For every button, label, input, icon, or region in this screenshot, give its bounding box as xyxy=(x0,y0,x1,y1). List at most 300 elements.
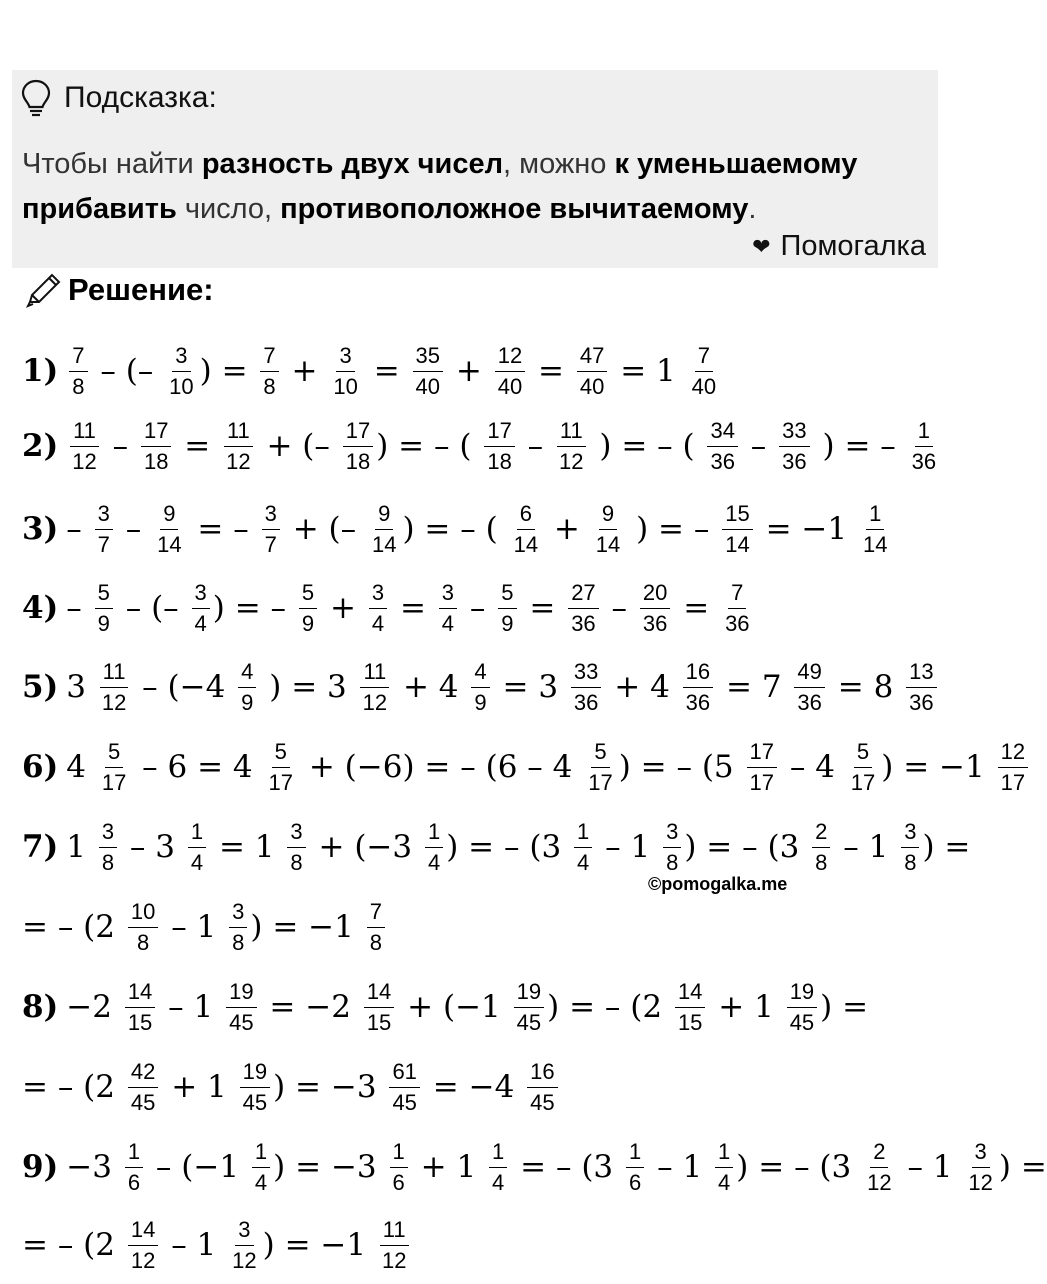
expression-text: ) = – xyxy=(626,511,720,547)
expression-text: + xyxy=(446,353,492,389)
numerator: 16 xyxy=(683,659,713,687)
solution-line xyxy=(22,336,722,406)
denominator: 6 xyxy=(392,1169,405,1195)
denominator: 45 xyxy=(530,1089,555,1115)
fraction xyxy=(864,1139,894,1195)
expression-text: = – (3 xyxy=(510,1149,623,1185)
fraction xyxy=(471,659,489,715)
denominator: 15 xyxy=(677,1009,703,1035)
denominator: 36 xyxy=(797,689,822,715)
denominator: 14 xyxy=(513,531,539,557)
fraction xyxy=(69,418,99,474)
expression-text: – 3 xyxy=(120,829,185,865)
numerator: 5 xyxy=(299,580,317,608)
fraction xyxy=(585,739,615,795)
denominator: 14 xyxy=(862,531,888,557)
denominator: 8 xyxy=(72,373,85,399)
fraction xyxy=(223,418,253,474)
denominator: 36 xyxy=(642,610,668,636)
solution-line xyxy=(22,812,970,882)
numerator: 10 xyxy=(128,899,158,927)
numerator: 33 xyxy=(779,418,809,446)
numerator: 3 xyxy=(972,1139,990,1167)
numerator: 13 xyxy=(906,659,936,687)
denominator: 40 xyxy=(579,373,605,399)
numerator: 15 xyxy=(722,501,752,529)
numerator: 3 xyxy=(439,580,457,608)
solution-line xyxy=(22,494,893,564)
denominator: 4 xyxy=(577,849,590,875)
hint-emphasis: разность двух чисел xyxy=(201,148,504,180)
expression-text: + 1 xyxy=(708,989,784,1025)
numerator: 7 xyxy=(367,899,385,927)
expression-text: + (−6) = – (6 – 4 xyxy=(299,749,583,785)
expression-text: = – (2 xyxy=(22,909,125,945)
fraction xyxy=(252,1139,270,1195)
fraction xyxy=(166,343,196,399)
expression-text: = xyxy=(174,428,221,464)
numerator: 49 xyxy=(794,659,824,687)
denominator: 36 xyxy=(571,610,596,636)
numerator: 14 xyxy=(675,979,705,1007)
heart-icon: ❤ xyxy=(752,233,771,259)
numerator: 1 xyxy=(489,1139,507,1167)
denominator: 10 xyxy=(169,373,194,399)
fraction xyxy=(360,659,390,715)
fraction xyxy=(511,501,541,557)
expression-text: – 1 xyxy=(647,1149,713,1185)
expression-text: ) = – (2 xyxy=(547,989,672,1025)
expression-text: – xyxy=(115,511,152,547)
denominator: 14 xyxy=(372,531,397,557)
expression-text: 1 xyxy=(66,829,96,865)
numerator: 1 xyxy=(125,1139,143,1167)
numerator: 3 xyxy=(95,501,113,529)
numerator: 11 xyxy=(557,418,586,446)
denominator: 36 xyxy=(782,448,807,474)
fraction xyxy=(439,580,457,636)
numerator: 9 xyxy=(375,501,393,529)
fraction xyxy=(229,1217,259,1273)
hint-segment: число, xyxy=(176,193,281,225)
denominator: 12 xyxy=(130,1247,156,1273)
brand-name: Помогалка xyxy=(780,230,926,262)
denominator: 14 xyxy=(725,531,750,557)
fraction xyxy=(794,659,824,715)
numerator: 5 xyxy=(105,739,123,767)
numerator: 3 xyxy=(235,1217,253,1245)
fraction xyxy=(343,418,373,474)
denominator: 4 xyxy=(194,610,207,636)
numerator: 35 xyxy=(413,343,443,371)
denominator: 4 xyxy=(190,849,204,875)
fraction xyxy=(141,418,171,474)
solution-line xyxy=(22,652,940,722)
expression-text: + xyxy=(281,353,328,389)
fraction xyxy=(571,659,601,715)
numerator: 1 xyxy=(425,819,443,847)
hint-segment: Чтобы найти xyxy=(22,148,202,180)
denominator: 12 xyxy=(72,448,97,474)
numerator: 7 xyxy=(69,343,87,371)
numerator: 11 xyxy=(380,1217,409,1245)
expression-text: – xyxy=(460,590,496,626)
fraction xyxy=(226,979,256,1035)
numerator: 1 xyxy=(252,1139,270,1167)
denominator: 8 xyxy=(815,849,828,875)
denominator: 45 xyxy=(789,1009,815,1035)
fraction xyxy=(574,819,592,875)
numerator: 2 xyxy=(812,819,830,847)
expression-text: – 1 xyxy=(161,909,227,945)
fraction xyxy=(498,580,516,636)
fraction xyxy=(683,659,713,715)
fraction xyxy=(369,501,399,557)
denominator: 12 xyxy=(968,1169,993,1195)
expression-text: ) = – ( xyxy=(589,428,705,464)
fraction xyxy=(229,899,247,955)
fraction xyxy=(369,580,387,636)
numerator: 5 xyxy=(95,580,113,608)
expression-text: + 4 xyxy=(604,669,680,705)
denominator: 12 xyxy=(867,1169,892,1195)
expression-text: = – (2 xyxy=(22,1227,125,1263)
denominator: 10 xyxy=(333,373,358,399)
denominator: 8 xyxy=(666,849,679,875)
numerator: 19 xyxy=(514,979,544,1007)
denominator: 17 xyxy=(268,769,293,795)
expression-text: + (−1 xyxy=(397,989,511,1025)
item-number: 3) xyxy=(22,511,59,547)
numerator: 5 xyxy=(854,739,872,767)
fraction xyxy=(266,739,296,795)
fraction xyxy=(95,580,113,636)
fraction xyxy=(240,1059,270,1115)
numerator: 3 xyxy=(262,501,280,529)
fraction xyxy=(787,979,817,1035)
expression-text: ) = 3 xyxy=(259,669,357,705)
expression-text: 3 xyxy=(66,669,96,705)
expression-text: – (−4 xyxy=(132,669,236,705)
numerator: 6 xyxy=(517,501,535,529)
numerator: 27 xyxy=(568,580,598,608)
denominator: 9 xyxy=(97,610,110,636)
fraction xyxy=(514,979,544,1035)
fraction xyxy=(675,979,705,1035)
expression-text: – xyxy=(601,590,637,626)
numerator: 5 xyxy=(591,739,609,767)
expression-text: + 4 xyxy=(393,669,469,705)
fraction xyxy=(527,1059,557,1115)
fraction xyxy=(128,1059,158,1115)
fraction xyxy=(722,501,752,557)
fraction xyxy=(299,580,317,636)
denominator: 18 xyxy=(487,448,512,474)
denominator: 36 xyxy=(911,448,937,474)
denominator: 18 xyxy=(345,448,371,474)
numerator: 19 xyxy=(240,1059,270,1087)
fraction xyxy=(192,580,210,636)
expression-text: = 3 xyxy=(492,669,568,705)
expression-text: = −2 xyxy=(259,989,361,1025)
numerator: 17 xyxy=(484,418,514,446)
fraction xyxy=(330,343,360,399)
expression-text: + (−3 xyxy=(308,829,422,865)
fraction xyxy=(663,819,681,875)
fraction xyxy=(689,343,719,399)
denominator: 45 xyxy=(130,1089,156,1115)
expression-text: + 1 xyxy=(410,1149,487,1185)
numerator: 11 xyxy=(360,659,389,687)
fraction xyxy=(812,819,830,875)
hint-segment: , можно xyxy=(503,148,615,180)
expression-text: + xyxy=(544,511,590,547)
numerator: 1 xyxy=(626,1139,644,1167)
numerator: 19 xyxy=(787,979,817,1007)
expression-text: = xyxy=(363,353,410,389)
numerator: 3 xyxy=(229,899,247,927)
denominator: 8 xyxy=(369,929,382,955)
fraction xyxy=(154,501,184,557)
numerator: 11 xyxy=(224,418,253,446)
expression-text: ) = – (3 xyxy=(684,829,810,865)
item-number: 9) xyxy=(22,1149,59,1185)
numerator: 47 xyxy=(577,343,607,371)
numerator: 3 xyxy=(663,819,681,847)
denominator: 7 xyxy=(97,531,110,557)
denominator: 14 xyxy=(595,531,621,557)
denominator: 45 xyxy=(242,1089,268,1115)
expression-text: ) = xyxy=(820,989,869,1025)
denominator: 36 xyxy=(725,610,750,636)
expression-text: −2 xyxy=(66,989,122,1025)
expression-text: ) = −3 xyxy=(273,1069,387,1105)
numerator: 20 xyxy=(640,580,670,608)
hint-text xyxy=(22,142,922,232)
expression-text: – (– xyxy=(90,353,164,389)
expression-text: ) = – ( xyxy=(402,511,508,547)
denominator: 17 xyxy=(101,769,127,795)
expression-text: ) = −1 xyxy=(262,1227,376,1263)
expression-text: + xyxy=(320,590,366,626)
expression-text: = xyxy=(519,590,566,626)
expression-text: ) = xyxy=(998,1149,1047,1185)
fraction xyxy=(556,418,586,474)
expression-text: = 8 xyxy=(827,669,904,705)
expression-text: – 1 xyxy=(161,1227,227,1263)
denominator: 15 xyxy=(127,1009,153,1035)
denominator: 36 xyxy=(573,689,599,715)
numerator: 17 xyxy=(747,739,777,767)
fraction xyxy=(287,819,305,875)
expression-text: ) = – xyxy=(812,428,906,464)
expression-text: ) = – (3 xyxy=(446,829,572,865)
lightbulb-icon xyxy=(20,78,52,118)
expression-text: = −1 xyxy=(755,511,857,547)
numerator: 3 xyxy=(369,580,387,608)
fraction xyxy=(568,580,598,636)
fraction xyxy=(495,343,525,399)
denominator: 4 xyxy=(371,610,385,636)
expression-text: = 1 xyxy=(209,829,285,865)
fraction xyxy=(489,1139,507,1195)
denominator: 36 xyxy=(909,689,934,715)
expression-text: – xyxy=(517,428,554,464)
numerator: 1 xyxy=(715,1139,733,1167)
numerator: 12 xyxy=(495,343,525,371)
denominator: 45 xyxy=(516,1009,542,1035)
numerator: 9 xyxy=(160,501,178,529)
numerator: 5 xyxy=(498,580,516,608)
expression-text: – 1 xyxy=(833,829,899,865)
numerator: 33 xyxy=(571,659,601,687)
expression-text: = – xyxy=(187,511,259,547)
fraction xyxy=(593,501,623,557)
solution-line xyxy=(22,1132,1047,1202)
denominator: 6 xyxy=(629,1169,642,1195)
brand-signature xyxy=(752,230,926,263)
solution-line xyxy=(22,972,868,1042)
denominator: 17 xyxy=(749,769,774,795)
denominator: 12 xyxy=(381,1247,407,1273)
numerator: 3 xyxy=(99,819,117,847)
hint-emphasis: к уменьшаемому прибавить xyxy=(22,148,858,225)
numerator: 1 xyxy=(915,418,933,446)
numerator: 7 xyxy=(695,343,713,371)
item-number: 2) xyxy=(22,428,59,464)
denominator: 17 xyxy=(850,769,876,795)
fraction xyxy=(626,1139,644,1195)
expression-text: = 7 xyxy=(716,669,792,705)
denominator: 9 xyxy=(241,689,254,715)
denominator: 45 xyxy=(392,1089,417,1115)
denominator: 40 xyxy=(691,373,717,399)
expression-text: ) = −1 xyxy=(881,749,995,785)
expression-text: = −4 xyxy=(422,1069,525,1105)
numerator: 7 xyxy=(260,343,278,371)
denominator: 18 xyxy=(143,448,169,474)
denominator: 12 xyxy=(101,689,127,715)
numerator: 4 xyxy=(471,659,489,687)
solution-header xyxy=(24,272,214,308)
expression-text: ) = −3 xyxy=(273,1149,387,1185)
pencil-icon xyxy=(24,272,62,308)
fraction xyxy=(389,1059,419,1115)
fraction xyxy=(998,739,1028,795)
expression-text: = xyxy=(673,590,720,626)
fraction xyxy=(260,343,278,399)
denominator: 12 xyxy=(362,689,388,715)
fraction xyxy=(722,580,752,636)
item-number: 4) xyxy=(22,590,59,626)
item-number: 1) xyxy=(22,353,59,389)
expression-text: + (– xyxy=(256,428,340,464)
denominator: 4 xyxy=(492,1169,505,1195)
denominator: 8 xyxy=(263,373,276,399)
numerator: 34 xyxy=(707,418,737,446)
numerator: 9 xyxy=(599,501,617,529)
fraction xyxy=(901,819,919,875)
expression-text: – 4 xyxy=(780,749,845,785)
numerator: 14 xyxy=(125,979,155,1007)
expression-text: + (– xyxy=(282,511,366,547)
numerator: 3 xyxy=(287,819,305,847)
numerator: 14 xyxy=(364,979,394,1007)
fraction xyxy=(99,659,129,715)
item-number: 6) xyxy=(22,749,59,785)
fraction xyxy=(906,659,936,715)
numerator: 1 xyxy=(390,1139,408,1167)
denominator: 15 xyxy=(366,1009,392,1035)
hint-emphasis: противоположное вычитаемому xyxy=(280,193,749,225)
numerator: 1 xyxy=(188,819,206,847)
fraction xyxy=(188,819,206,875)
fraction xyxy=(747,739,777,795)
denominator: 17 xyxy=(1000,769,1026,795)
numerator: 42 xyxy=(128,1059,158,1087)
denominator: 36 xyxy=(710,448,735,474)
fraction xyxy=(99,819,117,875)
denominator: 9 xyxy=(501,610,514,636)
hint-title: Подсказка: xyxy=(64,81,217,114)
fraction xyxy=(364,979,394,1035)
fraction xyxy=(640,580,670,636)
solution-line xyxy=(22,892,388,962)
numerator: 5 xyxy=(272,739,290,767)
denominator: 40 xyxy=(497,373,523,399)
denominator: 6 xyxy=(127,1169,141,1195)
fraction xyxy=(909,418,939,474)
hint-header xyxy=(20,78,217,118)
fraction xyxy=(125,979,155,1035)
denominator: 4 xyxy=(427,849,441,875)
solution-line xyxy=(22,1052,561,1122)
expression-text: – xyxy=(102,428,138,464)
item-number: 7) xyxy=(22,829,59,865)
expression-text: = 1 xyxy=(610,353,686,389)
numerator: 17 xyxy=(343,418,373,446)
fraction xyxy=(69,343,87,399)
numerator: 11 xyxy=(70,418,99,446)
fraction xyxy=(413,343,443,399)
fraction xyxy=(379,1217,409,1273)
item-number: 5) xyxy=(22,669,59,705)
expression-text: = xyxy=(390,590,436,626)
denominator: 8 xyxy=(290,849,303,875)
numerator: 12 xyxy=(998,739,1028,767)
expression-text: + 1 xyxy=(161,1069,237,1105)
expression-text: = – (2 xyxy=(22,1069,125,1105)
expression-text: ) = – ( xyxy=(376,428,482,464)
numerator: 16 xyxy=(527,1059,557,1087)
expression-text: ) = – xyxy=(212,590,296,626)
numerator: 17 xyxy=(141,418,171,446)
numerator: 1 xyxy=(866,501,884,529)
hint-segment: . xyxy=(748,193,757,225)
expression-text: −3 xyxy=(66,1149,122,1185)
expression-text: – 6 = 4 xyxy=(132,749,263,785)
denominator: 12 xyxy=(559,448,584,474)
denominator: 8 xyxy=(101,849,115,875)
expression-text: – xyxy=(740,428,777,464)
expression-text: – xyxy=(66,590,92,626)
numerator: 3 xyxy=(172,343,190,371)
expression-text: – 1 xyxy=(897,1149,963,1185)
denominator: 40 xyxy=(415,373,441,399)
fraction xyxy=(125,1139,143,1195)
expression-text: – 1 xyxy=(595,829,661,865)
denominator: 12 xyxy=(226,448,251,474)
